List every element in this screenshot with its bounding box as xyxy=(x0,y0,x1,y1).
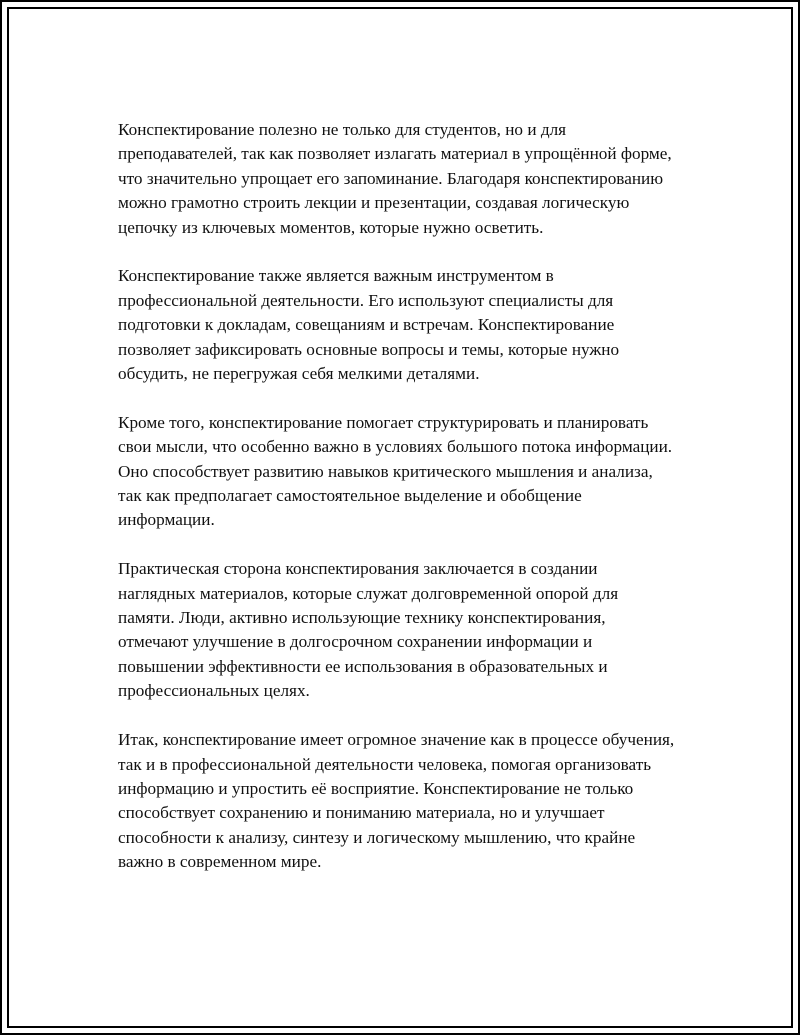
paragraph-4: Практическая сторона конспектирования заключается в создании наглядных материалов, которые служат долговременной опорой для памяти. Люди, активно использующие технику конспектирования, отмечают улучшение в долгосрочном сохранении информации и повышении эффективности ее использования в образовательных и профессиональных целях. xyxy=(118,559,619,701)
paragraph-5: Итак, конспектирование имеет огромное значение как в процессе обучения, так и в профессиональной деятельности человека, помогая организовать информацию и упростить её восприятие. Конспектирование не только способствует сохранению и пониманию материала, но и улучшает способности к анализу, синтезу и логическому мышлению, что крайне важно в современном мире. xyxy=(118,730,675,872)
paragraph-1: Конспектирование полезно не только для студентов, но и для преподавателей, так как позволяет излагать материал в упрощённой форме, что значительно упрощает его запоминание. Благодаря конспектированию можно грамотно строить лекции и презентации, создавая логическую цепочку из ключевых моментов, которые нужно осветить. xyxy=(118,120,672,237)
paragraph-2: Конспектирование также является важным инструментом в профессиональной деятельности. Его используют специалисты для подготовки к докладам, совещаниям и встречам. Конспектирование позволяет зафиксировать основные вопросы и темы, которые нужно обсудить, не перегружая себя мелкими деталями. xyxy=(118,266,620,384)
document-body xyxy=(118,118,678,899)
paragraph-3: Кроме того, конспектирование помогает структурировать и планировать свои мысли, что особенно важно в условиях большого потока информации. Оно способствует развитию навыков критического мышления и анализа, так как предполагает самостоятельное выделение и обобщение информации. xyxy=(118,412,673,530)
